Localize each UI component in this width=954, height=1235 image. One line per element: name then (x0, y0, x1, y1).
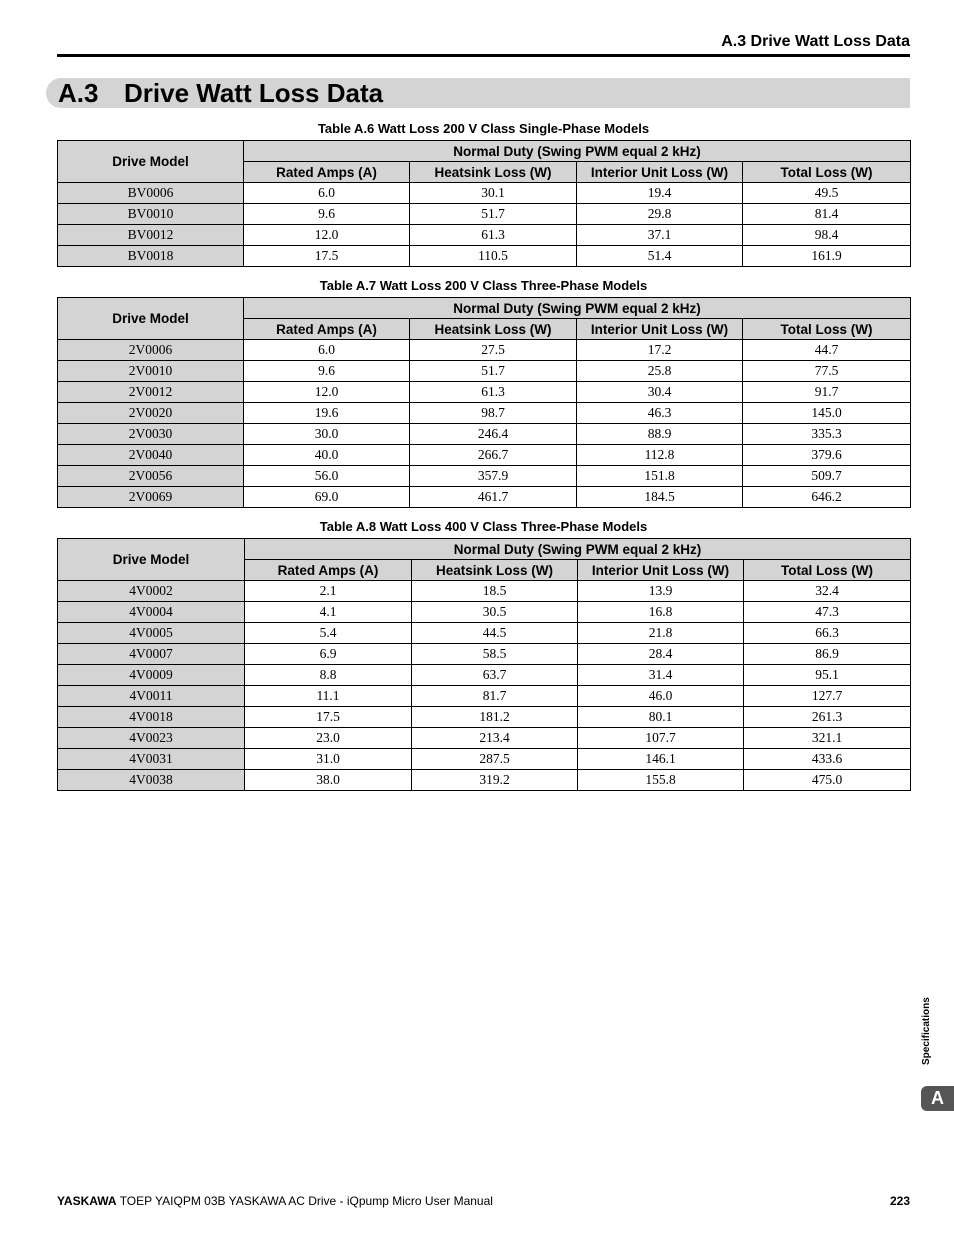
value-cell: 321.1 (744, 728, 911, 749)
value-cell: 66.3 (744, 623, 911, 644)
drive-model-cell: 2V0010 (58, 361, 244, 382)
drive-model-cell: 2V0056 (58, 466, 244, 487)
table-row (58, 445, 911, 466)
value-cell: 6.0 (244, 183, 410, 204)
value-cell: 32.4 (744, 581, 911, 602)
value-cell: 51.4 (577, 246, 743, 267)
value-cell: 61.3 (410, 382, 577, 403)
section-number: A.3 (58, 78, 99, 108)
drive-model-cell: 2V0040 (58, 445, 244, 466)
drive-model-cell: 2V0012 (58, 382, 244, 403)
table-row (58, 623, 911, 644)
table-row (58, 424, 911, 445)
heatsink-loss-header: Heatsink Loss (W) (412, 560, 578, 581)
table-row (58, 707, 911, 728)
value-cell: 29.8 (577, 204, 743, 225)
table-row (58, 728, 911, 749)
value-cell: 4.1 (245, 602, 412, 623)
value-cell: 28.4 (578, 644, 744, 665)
footer-page-number: 223 (889, 1194, 910, 1208)
value-cell: 146.1 (578, 749, 744, 770)
value-cell: 161.9 (743, 246, 911, 267)
value-cell: 17.2 (577, 340, 743, 361)
value-cell: 357.9 (410, 466, 577, 487)
value-cell: 19.4 (577, 183, 743, 204)
footer-brand: YASKAWA (57, 1194, 117, 1208)
drive-model-cell: 2V0030 (58, 424, 244, 445)
drive-model-cell: 4V0009 (58, 665, 245, 686)
value-cell: 77.5 (743, 361, 911, 382)
value-cell: 8.8 (245, 665, 412, 686)
value-cell: 646.2 (743, 487, 911, 508)
interior-loss-header: Interior Unit Loss (W) (577, 162, 743, 183)
running-header: A.3 Drive Watt Loss Data (721, 33, 910, 50)
value-cell: 319.2 (412, 770, 578, 791)
value-cell: 261.3 (744, 707, 911, 728)
value-cell: 246.4 (410, 424, 577, 445)
value-cell: 475.0 (744, 770, 911, 791)
table-row (58, 361, 911, 382)
value-cell: 155.8 (578, 770, 744, 791)
value-cell: 58.5 (412, 644, 578, 665)
value-cell: 9.6 (244, 204, 410, 225)
value-cell: 112.8 (577, 445, 743, 466)
value-cell: 184.5 (577, 487, 743, 508)
footer-manual-title (57, 1194, 493, 1208)
drive-model-cell: 4V0031 (58, 749, 245, 770)
table-a8 (57, 538, 911, 791)
value-cell: 433.6 (744, 749, 911, 770)
table-row (58, 665, 911, 686)
value-cell: 44.5 (412, 623, 578, 644)
value-cell: 38.0 (245, 770, 412, 791)
value-cell: 5.4 (245, 623, 412, 644)
drive-model-cell: 4V0011 (58, 686, 245, 707)
value-cell: 86.9 (744, 644, 911, 665)
value-cell: 287.5 (412, 749, 578, 770)
drive-model-header: Drive Model (58, 298, 244, 340)
value-cell: 17.5 (244, 246, 410, 267)
value-cell: 18.5 (412, 581, 578, 602)
value-cell: 13.9 (578, 581, 744, 602)
table-row (58, 644, 911, 665)
value-cell: 81.7 (412, 686, 578, 707)
side-tab-label: Specifications (921, 997, 932, 1065)
value-cell: 46.0 (578, 686, 744, 707)
drive-model-cell: 4V0004 (58, 602, 245, 623)
drive-model-cell: 4V0018 (58, 707, 245, 728)
drive-model-cell: 2V0069 (58, 487, 244, 508)
value-cell: 266.7 (410, 445, 577, 466)
drive-model-cell: 4V0002 (58, 581, 245, 602)
normal-duty-header: Normal Duty (Swing PWM equal 2 kHz) (244, 298, 911, 319)
drive-model-header: Drive Model (58, 539, 245, 581)
total-loss-header: Total Loss (W) (743, 319, 911, 340)
value-cell: 379.6 (743, 445, 911, 466)
table-a6-caption: Table A.6 Watt Loss 200 V Class Single-Phase Models (317, 121, 650, 136)
value-cell: 69.0 (244, 487, 410, 508)
drive-model-cell: BV0012 (58, 225, 244, 246)
drive-model-cell: BV0010 (58, 204, 244, 225)
value-cell: 63.7 (412, 665, 578, 686)
value-cell: 335.3 (743, 424, 911, 445)
table-row (58, 487, 911, 508)
value-cell: 51.7 (410, 361, 577, 382)
footer-text: TOEP YAIQPM 03B YASKAWA AC Drive - iQpump Micro User Manual (116, 1194, 493, 1208)
table-a7-caption: Table A.7 Watt Loss 200 V Class Three-Phase Models (319, 278, 648, 293)
value-cell: 9.6 (244, 361, 410, 382)
value-cell: 12.0 (244, 382, 410, 403)
value-cell: 81.4 (743, 204, 911, 225)
drive-model-cell: 4V0038 (58, 770, 245, 791)
value-cell: 88.9 (577, 424, 743, 445)
value-cell: 40.0 (244, 445, 410, 466)
interior-loss-header: Interior Unit Loss (W) (578, 560, 744, 581)
section-title: Drive Watt Loss Data (124, 78, 384, 108)
side-tab-badge: A (921, 1086, 954, 1111)
value-cell: 30.4 (577, 382, 743, 403)
drive-model-cell: BV0018 (58, 246, 244, 267)
value-cell: 213.4 (412, 728, 578, 749)
table-a7 (57, 297, 911, 508)
value-cell: 91.7 (743, 382, 911, 403)
table-row (58, 340, 911, 361)
value-cell: 21.8 (578, 623, 744, 644)
value-cell: 47.3 (744, 602, 911, 623)
total-loss-header: Total Loss (W) (743, 162, 911, 183)
value-cell: 61.3 (410, 225, 577, 246)
value-cell: 30.5 (412, 602, 578, 623)
value-cell: 151.8 (577, 466, 743, 487)
value-cell: 46.3 (577, 403, 743, 424)
normal-duty-header: Normal Duty (Swing PWM equal 2 kHz) (244, 141, 911, 162)
rated-amps-header: Rated Amps (A) (244, 319, 410, 340)
heatsink-loss-header: Heatsink Loss (W) (410, 319, 577, 340)
value-cell: 98.4 (743, 225, 911, 246)
drive-model-cell: 2V0020 (58, 403, 244, 424)
value-cell: 23.0 (245, 728, 412, 749)
table-a7-body (58, 340, 911, 508)
table-row (58, 183, 911, 204)
drive-model-header: Drive Model (58, 141, 244, 183)
table-row (58, 204, 911, 225)
value-cell: 27.5 (410, 340, 577, 361)
interior-loss-header: Interior Unit Loss (W) (577, 319, 743, 340)
rated-amps-header: Rated Amps (A) (245, 560, 412, 581)
value-cell: 19.6 (244, 403, 410, 424)
value-cell: 461.7 (410, 487, 577, 508)
value-cell: 110.5 (410, 246, 577, 267)
heatsink-loss-header: Heatsink Loss (W) (410, 162, 577, 183)
value-cell: 56.0 (244, 466, 410, 487)
value-cell: 12.0 (244, 225, 410, 246)
value-cell: 30.0 (244, 424, 410, 445)
value-cell: 127.7 (744, 686, 911, 707)
table-a8-body (58, 581, 911, 791)
value-cell: 37.1 (577, 225, 743, 246)
value-cell: 145.0 (743, 403, 911, 424)
value-cell: 80.1 (578, 707, 744, 728)
value-cell: 30.1 (410, 183, 577, 204)
table-a6 (57, 140, 911, 267)
value-cell: 49.5 (743, 183, 911, 204)
value-cell: 107.7 (578, 728, 744, 749)
value-cell: 2.1 (245, 581, 412, 602)
value-cell: 31.4 (578, 665, 744, 686)
table-a8-caption: Table A.8 Watt Loss 400 V Class Three-Phase Models (319, 519, 648, 534)
table-row (58, 403, 911, 424)
value-cell: 51.7 (410, 204, 577, 225)
table-row (58, 466, 911, 487)
value-cell: 509.7 (743, 466, 911, 487)
table-a6-body (58, 183, 911, 267)
value-cell: 31.0 (245, 749, 412, 770)
value-cell: 6.9 (245, 644, 412, 665)
table-row (58, 581, 911, 602)
header-rule (57, 54, 910, 57)
rated-amps-header: Rated Amps (A) (244, 162, 410, 183)
table-row (58, 770, 911, 791)
table-row (58, 686, 911, 707)
drive-model-cell: 4V0023 (58, 728, 245, 749)
value-cell: 6.0 (244, 340, 410, 361)
value-cell: 98.7 (410, 403, 577, 424)
drive-model-cell: BV0006 (58, 183, 244, 204)
value-cell: 11.1 (245, 686, 412, 707)
drive-model-cell: 4V0007 (58, 644, 245, 665)
value-cell: 16.8 (578, 602, 744, 623)
table-row (58, 749, 911, 770)
drive-model-cell: 2V0006 (58, 340, 244, 361)
total-loss-header: Total Loss (W) (744, 560, 911, 581)
value-cell: 181.2 (412, 707, 578, 728)
value-cell: 25.8 (577, 361, 743, 382)
drive-model-cell: 4V0005 (58, 623, 245, 644)
section-heading (46, 78, 910, 108)
table-row (58, 382, 911, 403)
normal-duty-header: Normal Duty (Swing PWM equal 2 kHz) (245, 539, 911, 560)
value-cell: 44.7 (743, 340, 911, 361)
table-row (58, 225, 911, 246)
table-row (58, 602, 911, 623)
value-cell: 17.5 (245, 707, 412, 728)
value-cell: 95.1 (744, 665, 911, 686)
table-row (58, 246, 911, 267)
